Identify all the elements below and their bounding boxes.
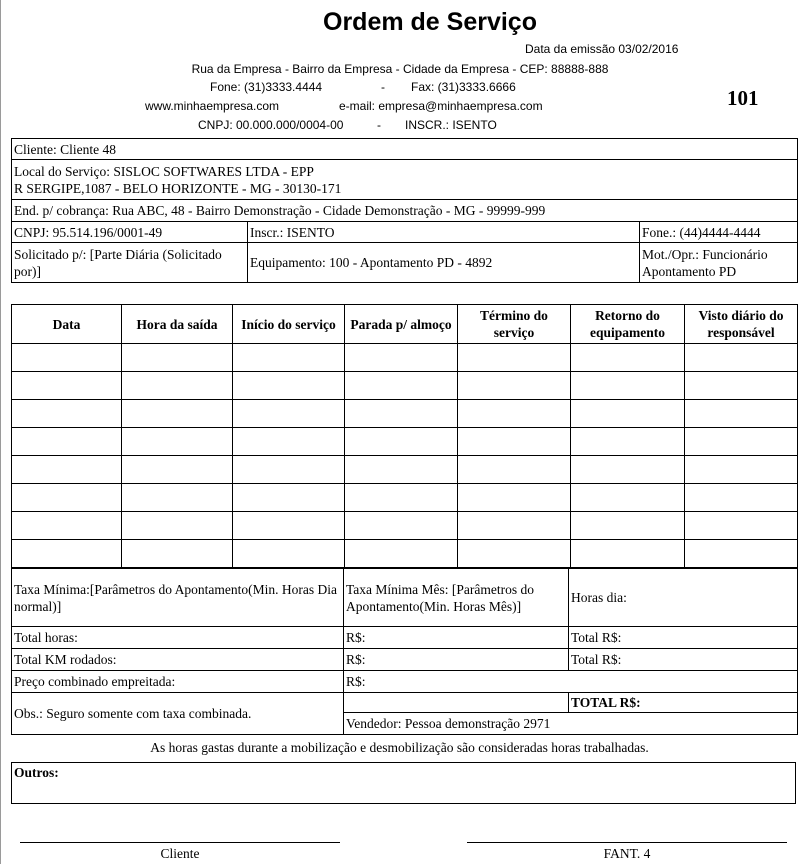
agreed-price: Preço combinado empreitada: [12, 671, 344, 693]
table-cell [571, 344, 685, 372]
seller: Vendedor: Pessoa demonstração 2971 [344, 713, 798, 735]
col-header-end: Término do serviço [458, 305, 571, 344]
table-cell [122, 512, 233, 540]
schedule-table [11, 304, 798, 568]
table-cell [458, 540, 571, 568]
table-cell [458, 484, 571, 512]
client-name: Cliente: Cliente 48 [12, 139, 798, 160]
table-cell [233, 428, 345, 456]
table-cell [122, 428, 233, 456]
table-cell [122, 456, 233, 484]
table-cell [458, 400, 571, 428]
separator: - [377, 118, 381, 132]
col-header-departure: Hora da saída [122, 305, 233, 344]
client-signature-label: Cliente [160, 846, 200, 861]
table-cell [685, 484, 798, 512]
table-cell [12, 428, 122, 456]
table-cell [685, 400, 798, 428]
table-row [12, 400, 798, 428]
table-cell [571, 400, 685, 428]
table-row [12, 428, 798, 456]
client-phone: Fone.: (44)4444-4444 [640, 222, 798, 243]
table-cell [458, 372, 571, 400]
min-rate-month: Taxa Mínima Mês: [Parâmetros do Apontamento(Min. Horas Mês)] [344, 569, 569, 627]
company-inscr: INSCR.: ISENTO [405, 118, 497, 132]
table-cell [12, 456, 122, 484]
company-cnpj: CNPJ: 00.000.000/0004-00 [198, 118, 344, 132]
hours-per-day: Horas dia: [569, 569, 798, 627]
table-cell [458, 456, 571, 484]
total-hours: Total horas: [12, 627, 344, 649]
table-cell [571, 428, 685, 456]
table-cell [571, 540, 685, 568]
client-inscr: Inscr.: ISENTO [248, 222, 640, 243]
table-cell [345, 428, 458, 456]
table-cell [345, 540, 458, 568]
table-cell [345, 484, 458, 512]
grand-total: TOTAL R$: [569, 693, 798, 713]
billing-address: End. p/ cobrança: Rua ABC, 48 - Bairro Demonstração - Cidade Demonstração - MG - 99999-999 [12, 200, 798, 222]
col-header-date: Data [12, 305, 122, 344]
table-cell [685, 372, 798, 400]
table-cell [571, 456, 685, 484]
table-cell [12, 400, 122, 428]
table-cell [685, 344, 798, 372]
table-cell [685, 540, 798, 568]
company-signature-line [467, 842, 787, 843]
km-price: R$: [344, 649, 569, 671]
table-cell [122, 484, 233, 512]
table-cell [233, 512, 345, 540]
km-total-price: Total R$: [569, 649, 798, 671]
summary-table [11, 568, 798, 735]
page-title: Ordem de Serviço [323, 8, 537, 36]
table-row [12, 372, 798, 400]
other-notes-box [11, 762, 796, 804]
table-cell [458, 344, 571, 372]
col-header-return: Retorno do equipamento [571, 305, 685, 344]
company-website: www.minhaempresa.com [145, 99, 280, 113]
table-cell [122, 344, 233, 372]
order-number: 101 [727, 86, 759, 110]
table-cell [685, 512, 798, 540]
footer-note: As horas gastas durante a mobilização e desmobilização são consideradas horas trabalhadas. [150, 740, 649, 755]
table-row [12, 540, 798, 568]
table-cell [233, 400, 345, 428]
table-cell [12, 512, 122, 540]
total-km: Total KM rodados: [12, 649, 344, 671]
table-cell [345, 400, 458, 428]
table-cell [12, 344, 122, 372]
table-cell [571, 372, 685, 400]
emission-date: Data da emissão 03/02/2016 [525, 42, 679, 56]
col-header-start: Início do serviço [233, 305, 345, 344]
company-phone: Fone: (31)3333.4444 [210, 80, 323, 94]
table-cell [233, 540, 345, 568]
company-signature-label: FANT. 4 [603, 846, 651, 861]
col-header-lunch: Parada p/ almoço [345, 305, 458, 344]
operator: Mot./Opr.: Funcionário Apontamento PD [640, 243, 798, 283]
table-cell [345, 344, 458, 372]
client-cnpj: CNPJ: 95.514.196/0001-49 [12, 222, 248, 243]
table-cell [458, 512, 571, 540]
table-cell [12, 484, 122, 512]
agreed-price-value: R$: [344, 671, 798, 693]
table-cell [12, 540, 122, 568]
table-cell [345, 456, 458, 484]
schedule-header-row [12, 305, 798, 344]
company-fax: Fax: (31)3333.6666 [411, 80, 516, 94]
table-cell [571, 484, 685, 512]
table-cell [233, 344, 345, 372]
table-cell [345, 372, 458, 400]
table-cell [12, 372, 122, 400]
service-location-line2: R SERGIPE,1087 - BELO HORIZONTE - MG - 30130-171 [14, 180, 342, 196]
table-row [12, 344, 798, 372]
other-notes-label: Outros: [14, 765, 59, 780]
table-cell [345, 512, 458, 540]
table-cell [233, 484, 345, 512]
requested-by: Solicitado p/: [Parte Diária (Solicitado por)] [12, 243, 248, 283]
table-row [12, 456, 798, 484]
hours-total-price: Total R$: [569, 627, 798, 649]
table-row [12, 484, 798, 512]
table-cell [122, 372, 233, 400]
company-address: Rua da Empresa - Bairro da Empresa - Cidade da Empresa - CEP: 88888-888 [191, 62, 609, 76]
hours-price: R$: [344, 627, 569, 649]
table-row [12, 512, 798, 540]
service-location-line1: Local do Serviço: SISLOC SOFTWARES LTDA - EPP [14, 163, 314, 179]
table-cell [122, 400, 233, 428]
observations: Obs.: Seguro somente com taxa combinada. [12, 693, 344, 735]
empty-cell [344, 693, 569, 713]
min-rate: Taxa Mínima:[Parâmetros do Apontamento(Min. Horas Dia normal)] [12, 569, 344, 627]
equipment: Equipamento: 100 - Apontamento PD - 4892 [248, 243, 640, 283]
table-cell [233, 456, 345, 484]
table-cell [685, 428, 798, 456]
table-cell [571, 512, 685, 540]
table-cell [685, 456, 798, 484]
table-cell [122, 540, 233, 568]
separator: - [381, 80, 385, 94]
client-signature-line [20, 842, 340, 843]
table-cell [233, 372, 345, 400]
col-header-signature: Visto diário do responsável [685, 305, 798, 344]
service-location [12, 160, 798, 200]
table-cell [458, 428, 571, 456]
client-info-table [11, 138, 798, 283]
company-email: e-mail: empresa@minhaempresa.com [339, 99, 543, 113]
page-edge [0, 0, 1, 864]
